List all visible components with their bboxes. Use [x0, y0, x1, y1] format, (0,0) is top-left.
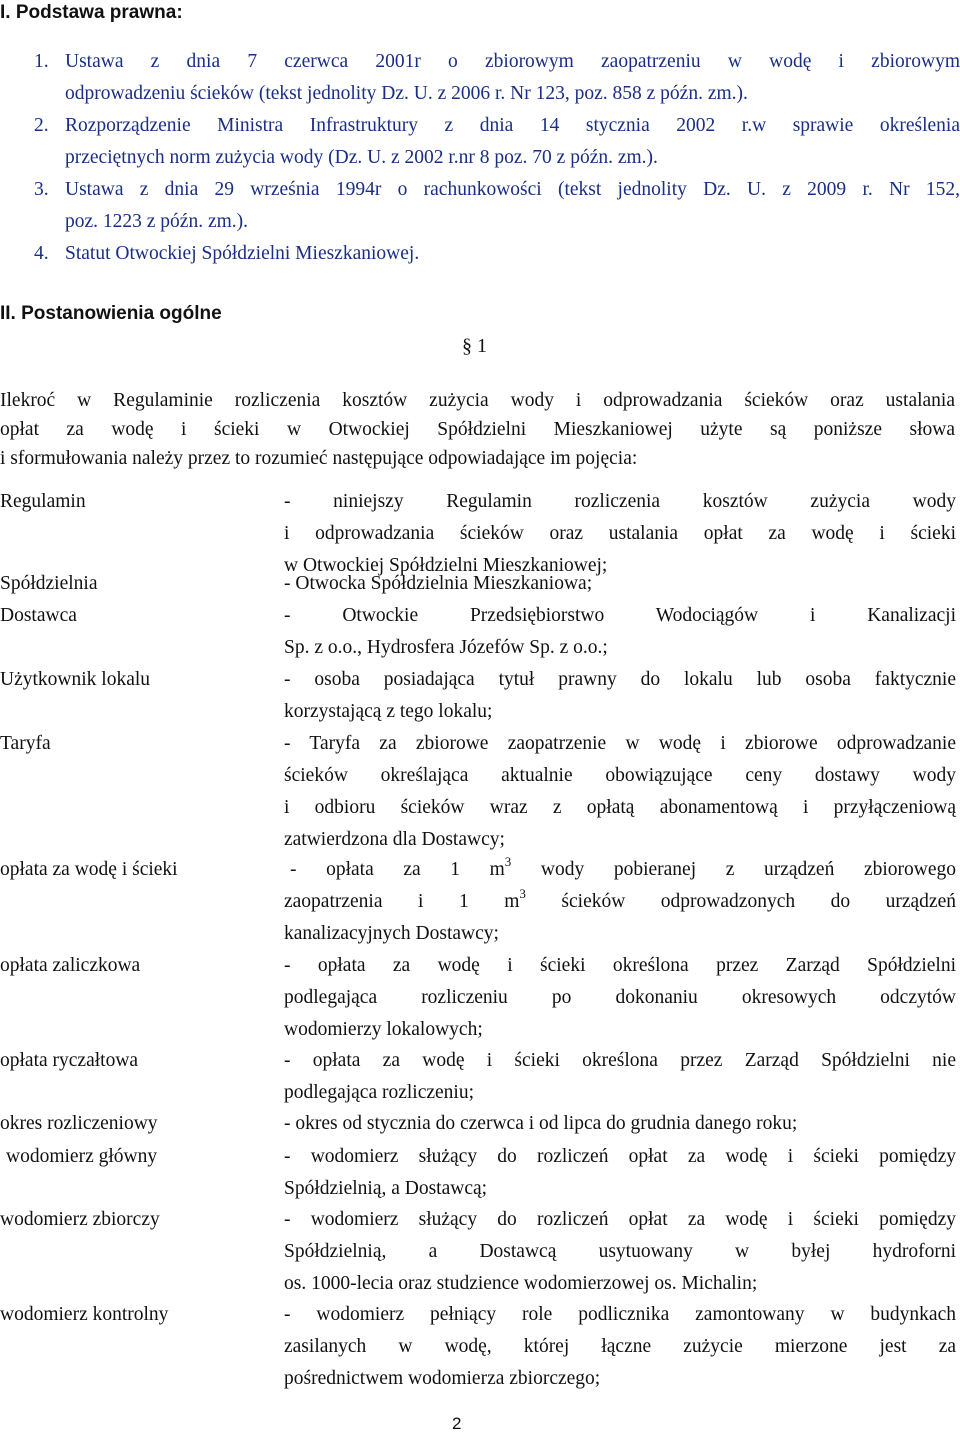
definition-line: w Otwockiej Spółdzielni Mieszkaniowej;	[284, 555, 608, 576]
definition-line: - wodomierz służący do rozliczeń opłat za wodę i ścieki pomiędzy	[284, 1146, 956, 1167]
definition-line-part: - opłata za 1 m	[290, 859, 505, 880]
list-number: 2.	[34, 115, 49, 136]
legal-item-line: Ustawa z dnia 29 września 1994r o rachunkowości (tekst jednolity Dz. U. z 2009 r. Nr 152,	[65, 179, 960, 200]
definition-text	[284, 600, 956, 664]
definition-term: opłata za wodę i ścieki	[0, 859, 178, 880]
legal-basis-list	[0, 46, 960, 270]
definition-term: wodomierz zbiorczy	[0, 1209, 160, 1230]
legal-item-line: poz. 1223 z późn. zm.).	[65, 211, 249, 232]
definition-text	[284, 1045, 956, 1109]
legal-item-2	[0, 110, 960, 174]
legal-item-line: Rozporządzenie Ministra Infrastruktury z dnia 14 stycznia 2002 r.w sprawie określenia	[65, 115, 960, 136]
definition-line: Sp. z o.o., Hydrosfera Józefów Sp. z o.o.;	[284, 637, 608, 658]
definition-term: okres rozliczeniowy	[0, 1113, 158, 1134]
definition-line: podlegająca rozliczeniu;	[284, 1082, 475, 1103]
definition-term: Taryfa	[0, 733, 51, 754]
definition-term: opłata ryczałtowa	[0, 1050, 139, 1071]
definition-line: - Otwockie Przedsiębiorstwo Wodociągów i Kanalizacji	[284, 605, 956, 626]
definition-line: - wodomierz służący do rozliczeń opłat za wodę i ścieki pomiędzy	[284, 1209, 956, 1230]
definition-text	[284, 568, 956, 600]
definition-term: opłata zaliczkowa	[0, 955, 141, 976]
definition-line: - opłata za wodę i ścieki określona przez Zarząd Spółdzielni nie	[284, 1050, 956, 1071]
paragraph-mark: § 1	[462, 335, 487, 357]
definition-term: Spółdzielnia	[0, 573, 98, 594]
definition-line: i odprowadzania ścieków oraz ustalania opłat za wodę i ścieki	[284, 523, 956, 544]
definition-line: zatwierdzona dla Dostawcy;	[284, 829, 505, 850]
definition-line: - okres od stycznia do czerwca i od lipca do grudnia danego roku;	[284, 1113, 798, 1134]
definition-line: ścieków określająca aktualnie obowiązujące ceny dostawy wody	[284, 765, 956, 786]
definition-term: Regulamin	[0, 491, 86, 512]
definition-term: Użytkownik lokalu	[0, 669, 151, 690]
intro-line: Ilekroć w Regulaminie rozliczenia kosztów zużycia wody i odprowadzania ścieków oraz ustalania	[0, 390, 955, 411]
definition-line: - Taryfa za zbiorowe zaopatrzenie w wodę i zbiorowe odprowadzanie	[284, 733, 956, 754]
definition-text	[284, 664, 956, 728]
definition-line: wodomierzy lokalowych;	[284, 1019, 483, 1040]
definition-line	[284, 886, 956, 918]
definition-line: - wodomierz pełniący role podlicznika zamontowany w budynkach	[284, 1304, 956, 1325]
definition-text	[284, 1108, 956, 1140]
definition-line-part: ścieków odprowadzonych do urządzeń	[525, 891, 956, 912]
legal-item-line: Ustawa z dnia 7 czerwca 2001r o zbiorowym zaopatrzeniu w wodę i zbiorowym	[65, 51, 960, 72]
definition-line-part: zaopatrzenia i 1 m	[284, 891, 520, 912]
legal-item-3	[0, 174, 960, 238]
legal-item-line: przeciętnych norm zużycia wody (Dz. U. z 2002 r.nr 8 poz. 70 z późn. zm.).	[65, 147, 658, 168]
definition-line: korzystającą z tego lokalu;	[284, 701, 493, 722]
definition-line-part: wody pobieranej z urządzeń zbiorowego	[511, 859, 956, 880]
definition-text	[284, 950, 956, 1046]
definition-line: - osoba posiadająca tytuł prawny do lokalu lub osoba faktycznie	[284, 669, 956, 690]
definition-text	[284, 854, 956, 950]
superscript-cubic: 3	[519, 886, 526, 901]
definition-text	[284, 728, 956, 856]
definition-line: kanalizacyjnych Dostawcy;	[284, 923, 499, 944]
definition-line: podlegająca rozliczeniu po dokonaniu okresowych odczytów	[284, 987, 956, 1008]
definition-text	[284, 1204, 956, 1300]
list-number: 3.	[34, 179, 49, 200]
definition-line: pośrednictwem wodomierza zbiorczego;	[284, 1368, 601, 1389]
definition-text	[284, 1299, 956, 1395]
intro-line: i sformułowania należy przez to rozumieć następujące odpowiadające im pojęcia:	[0, 448, 638, 469]
definition-line: os. 1000-lecia oraz studzience wodomierzowej os. Michalin;	[284, 1273, 758, 1294]
definition-line: - niniejszy Regulamin rozliczenia kosztów zużycia wody	[284, 491, 956, 512]
definition-line: Spółdzielnią, a Dostawcą usytuowany w byłej hydroforni	[284, 1241, 956, 1262]
legal-item-4	[0, 238, 960, 270]
list-number: 4.	[34, 243, 49, 264]
definition-line: - Otwocka Spółdzielnia Mieszkaniowa;	[284, 573, 593, 594]
intro-paragraph	[0, 386, 955, 473]
definition-line: zasilanych w wodę, której łączne zużycie mierzone jest za	[284, 1336, 956, 1357]
definition-line: - opłata za wodę i ścieki określona przez Zarząd Spółdzielni	[284, 955, 956, 976]
list-number: 1.	[34, 51, 49, 72]
legal-item-line: Statut Otwockiej Spółdzielni Mieszkaniowej.	[65, 243, 420, 264]
definition-text	[284, 1141, 956, 1205]
legal-item-1	[0, 46, 960, 110]
superscript-cubic: 3	[504, 854, 512, 869]
section-heading-general-provisions: II. Postanowienia ogólne	[0, 303, 222, 324]
intro-line: opłat za wodę i ścieki w Otwockiej Spółdzielni Mieszkaniowej użyte są poniższe słowa	[0, 419, 955, 440]
definition-term: wodomierz główny	[6, 1146, 158, 1167]
legal-item-line: odprowadzeniu ścieków (tekst jednolity Dz. U. z 2006 r. Nr 123, poz. 858 z późn. zm.).	[65, 83, 748, 104]
definition-term: wodomierz kontrolny	[0, 1304, 169, 1325]
definition-line	[284, 854, 956, 886]
page-number: 2	[452, 1414, 462, 1433]
section-heading-legal-basis: I. Podstawa prawna:	[0, 2, 183, 23]
definition-line: Spółdzielnią, a Dostawcą;	[284, 1178, 488, 1199]
definition-term: Dostawca	[0, 605, 77, 626]
definition-line: i odbioru ścieków wraz z opłatą abonamentową i przyłączeniową	[284, 797, 956, 818]
